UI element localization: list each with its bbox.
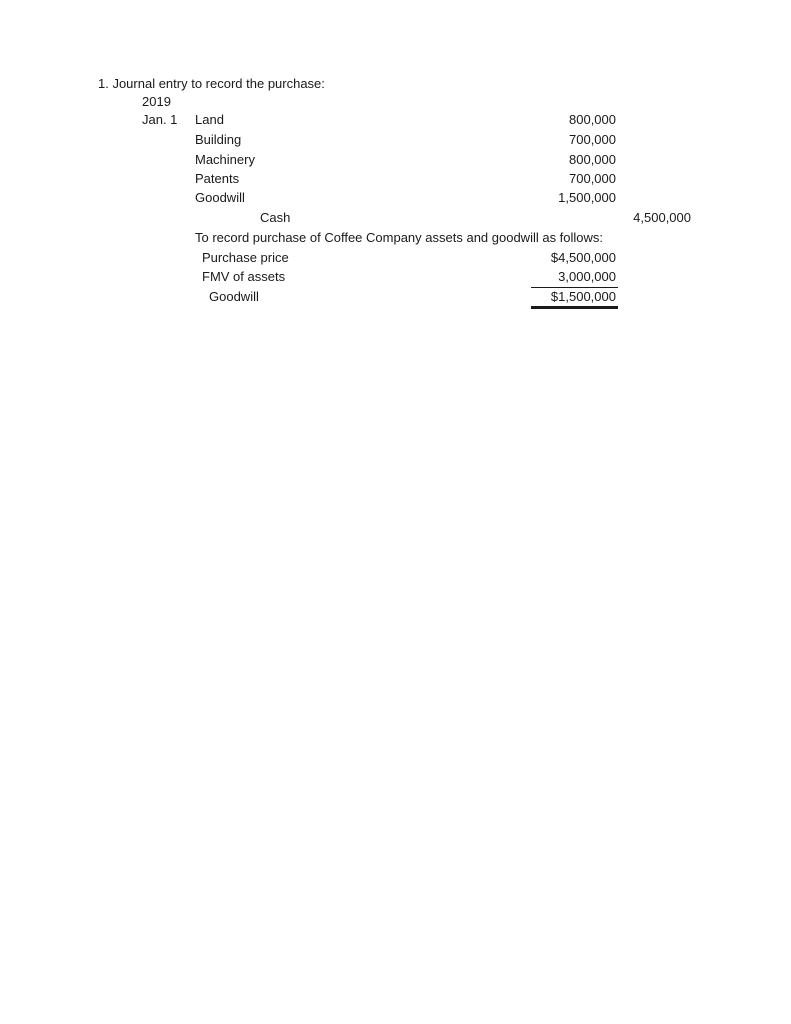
subtotal-rule bbox=[531, 287, 618, 288]
debit-amount-building: 700,000 bbox=[569, 132, 616, 147]
debit-amount-machinery: 800,000 bbox=[569, 152, 616, 167]
credit-account-cash: Cash bbox=[260, 210, 291, 225]
entry-year: 2019 bbox=[142, 94, 171, 109]
debit-account-patents: Patents bbox=[195, 171, 240, 186]
debit-account-building: Building bbox=[195, 132, 242, 147]
calc-amount-purchase-price: $4,500,000 bbox=[550, 250, 616, 265]
calc-label-fmv-assets: FMV of assets bbox=[202, 269, 286, 284]
debit-amount-goodwill: 1,500,000 bbox=[558, 190, 616, 205]
journal-heading: 1. Journal entry to record the purchase: bbox=[98, 76, 325, 91]
debit-amount-patents: 700,000 bbox=[569, 171, 616, 186]
debit-amount-land: 800,000 bbox=[569, 112, 616, 127]
debit-account-land: Land bbox=[195, 112, 224, 127]
debit-account-machinery: Machinery bbox=[195, 152, 255, 167]
entry-date: Jan. 1 bbox=[142, 112, 178, 127]
calc-amount-fmv-assets: 3,000,000 bbox=[558, 269, 616, 284]
calc-label-goodwill: Goodwill bbox=[209, 289, 259, 304]
debit-account-goodwill: Goodwill bbox=[195, 190, 245, 205]
credit-amount-cash: 4,500,000 bbox=[633, 210, 691, 225]
total-double-rule bbox=[531, 306, 618, 309]
entry-explanation: To record purchase of Coffee Company assets and goodwill as follows: bbox=[195, 230, 604, 245]
calc-label-purchase-price: Purchase price bbox=[202, 250, 289, 265]
calc-amount-goodwill: $1,500,000 bbox=[550, 289, 616, 304]
